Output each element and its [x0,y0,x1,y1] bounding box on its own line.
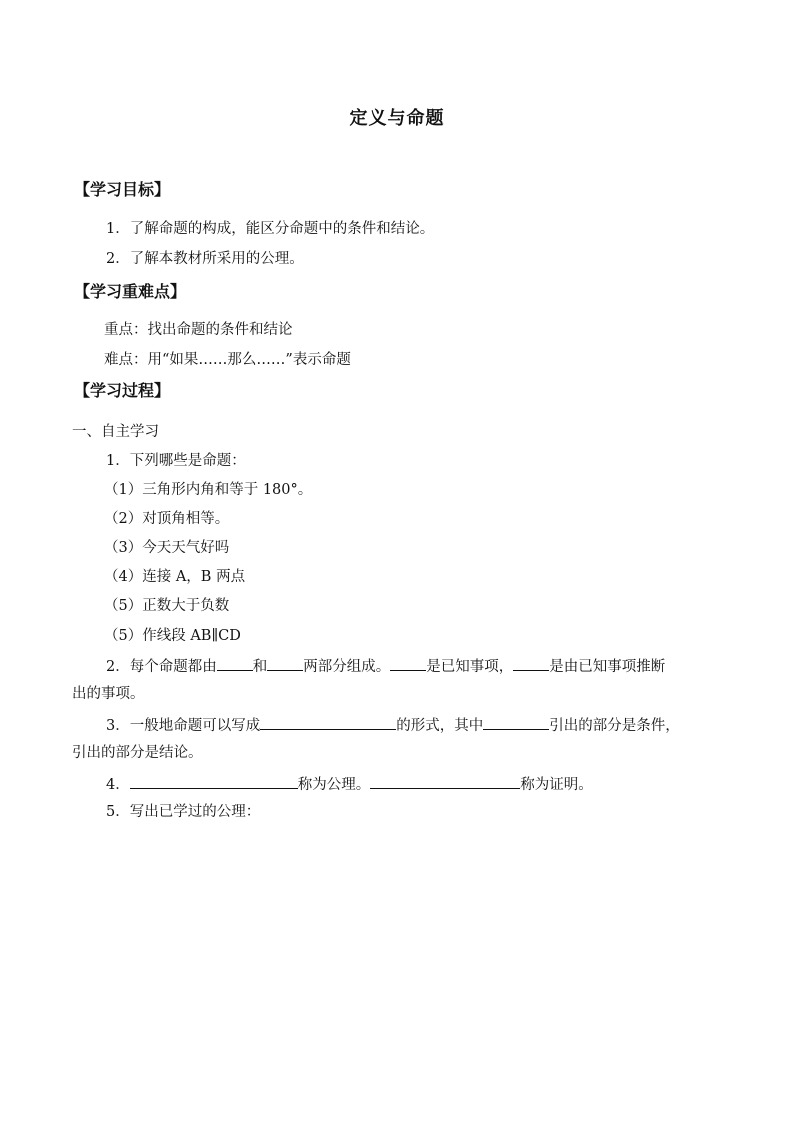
keypoints-heading: 【学习重难点】 [74,282,187,301]
q3-line-1 [106,714,680,736]
q4-line [106,773,593,795]
q1-stem: 1．下列哪些是命题： [106,453,246,469]
q3-text-3: 引出的部分是条件， [549,718,680,734]
q4-text-2: 称为公理。 [297,777,371,793]
q1-option-5: （5）正数大于负数 [104,598,230,614]
q2-line-1 [106,655,665,677]
goal-item-1: 1．了解命题的构成，能区分命题中的条件和结论。 [106,221,435,237]
part1-heading: 一、自主学习 [72,424,159,440]
q4-blank-2[interactable] [370,773,520,789]
q4-text-1: 4． [106,777,130,793]
q2-blank-2[interactable] [267,655,303,671]
q2-text-3: 两部分组成。 [303,659,391,675]
q2-text-4: 是已知事项， [426,659,514,675]
q2-text-1: 2．每个命题都由 [106,659,217,675]
q5-line: 5．写出已学过的公理： [106,804,261,820]
q2-text-5: 是由已知事项推断 [549,659,666,675]
q2-blank-3[interactable] [390,655,426,671]
q3-blank-2[interactable] [483,714,549,730]
q2-blank-4[interactable] [513,655,549,671]
q4-blank-1[interactable] [130,773,298,789]
q4-text-3: 称为证明。 [520,777,593,793]
q3-line-2: 引出的部分是结论。 [72,745,203,761]
keypoint-focus: 重点：找出命题的条件和结论 [104,322,293,338]
q2-blank-1[interactable] [217,655,253,671]
q1-option-1: （1）三角形内角和等于 180°。 [104,482,313,498]
goal-item-2: 2．了解本教材所采用的公理。 [106,251,304,267]
q1-option-3: （3）今天天气好吗 [104,540,230,556]
q2-text-2: 和 [252,659,268,675]
q3-text-2: 的形式，其中 [396,718,484,734]
goals-heading: 【学习目标】 [74,180,171,199]
process-heading: 【学习过程】 [74,381,171,400]
q1-option-6: （5）作线段 AB∥CD [104,628,241,644]
keypoint-difficulty: 难点：用“如果……那么……”表示命题 [104,352,351,368]
q1-option-4: （4）连接 A，B 两点 [104,569,246,585]
q3-blank-1[interactable] [260,714,396,730]
page-title: 定义与命题 [349,108,445,129]
q3-text-1: 3．一般地命题可以写成 [106,718,261,734]
q2-line-2: 出的事项。 [72,686,145,702]
q1-option-2: （2）对顶角相等。 [104,511,230,527]
